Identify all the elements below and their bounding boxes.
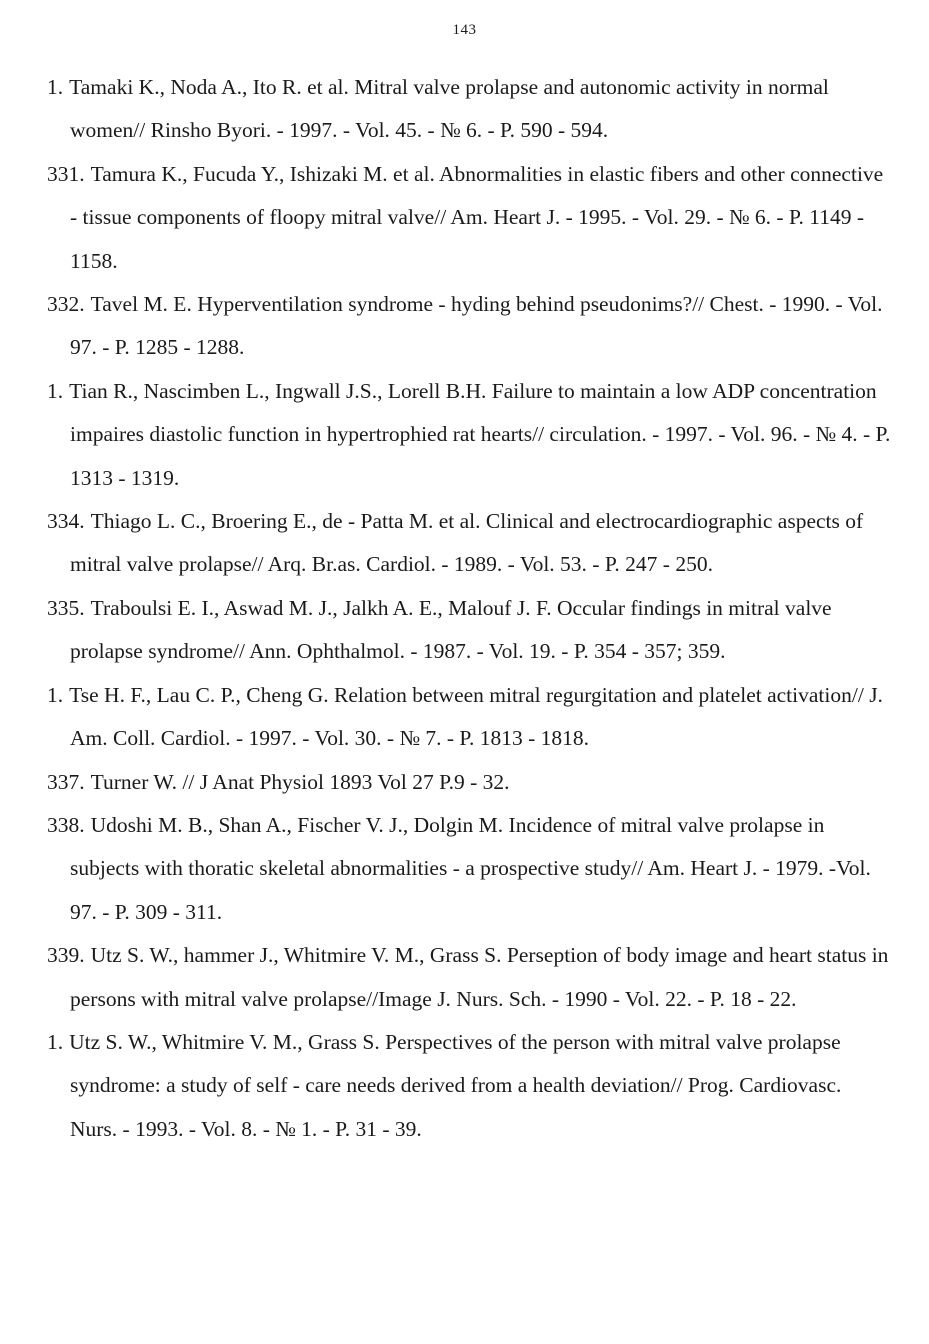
reference-item (47, 66, 892, 153)
reference-number: 1. (47, 1029, 64, 1054)
reference-text: Tian R., Nascimben L., Ingwall J.S., Lorell B.H. Failure to maintain a low ADP concentration impaires diastolic function in hypertrophied rat hearts// circulation. - 1997. - Vol. 96. - № 4. - P. 1313 - 1319. (69, 378, 891, 490)
reference-list (47, 66, 892, 1151)
reference-number: 339. (47, 943, 85, 968)
reference-text: Tavel M. E. Hyperventilation syndrome - hyding behind pseudonims?// Chest. - 1990. - Vol. 97. - P. 1285 - 1288. (70, 292, 883, 360)
reference-item (47, 761, 892, 804)
reference-item (47, 934, 892, 1021)
reference-text: Utz S. W., hammer J., Whitmire V. M., Grass S. Perseption of body image and heart status in persons with mitral valve prolapse//Image J. Nurs. Sch. - 1990 - Vol. 22. - P. 18 - 22. (70, 943, 889, 1011)
reference-number: 1. (47, 682, 64, 707)
reference-text: Tse H. F., Lau C. P., Cheng G. Relation between mitral regurgitation and platelet activation// J. Am. Coll. Cardiol. - 1997. - Vol. 30. - № 7. - P. 1813 - 1818. (69, 682, 883, 751)
reference-item (47, 804, 892, 934)
reference-text: Traboulsi E. I., Aswad M. J., Jalkh A. E., Malouf J. F. Occular findings in mitral valve prolapse syndrome// Ann. Ophthalmol. - 1987. - Vol. 19. - P. 354 - 357; 359. (70, 595, 832, 664)
reference-text: Utz S. W., Whitmire V. M., Grass S. Perspectives of the person with mitral valve prolapse syndrome: a study of self - care needs derived from a health deviation// Prog. Cardiovasc. Nurs. - 1993. - Vol. 8. - № 1. - P. 31 - 39. (69, 1029, 842, 1141)
reference-number: 335. (47, 595, 85, 620)
reference-item (47, 1021, 892, 1151)
reference-item (47, 587, 892, 674)
reference-number: 332. (47, 292, 85, 317)
reference-number: 331. (47, 161, 85, 186)
reference-item (47, 500, 892, 587)
reference-number: 334. (47, 509, 85, 534)
page-number: 143 (452, 22, 477, 38)
reference-text: Turner W. // J Anat Physiol 1893 Vol 27 P.9 - 32. (90, 769, 510, 794)
reference-number: 338. (47, 812, 85, 837)
reference-item (47, 153, 892, 283)
reference-number: 1. (47, 75, 64, 99)
reference-number: 1. (47, 378, 64, 403)
reference-number: 337. (47, 769, 85, 794)
reference-text: Tamaki K., Noda A., Ito R. et al. Mitral valve prolapse and autonomic activity in normal women// Rinsho Byori. - 1997. - Vol. 45. - № 6. - P. 590 - 594. (69, 75, 829, 143)
reference-text: Tamura K., Fucuda Y., Ishizaki M. et al. Abnormalities in elastic fibers and other connective - tissue components of floopy mitral valve// Am. Heart J. - 1995. - Vol. 29. - № 6. - P. 1149 - 1158. (70, 161, 884, 273)
reference-text: Thiago L. C., Broering E., de - Patta M. et al. Clinical and electrocardiographic aspects of mitral valve prolapse// Arq. Br.as. Cardiol. - 1989. - Vol. 53. - P. 247 - 250. (70, 509, 864, 577)
reference-item (47, 674, 892, 761)
reference-item (47, 370, 892, 500)
reference-item (47, 283, 892, 370)
reference-text: Udoshi M. B., Shan A., Fischer V. J., Dolgin M. Incidence of mitral valve prolapse in subjects with thoratic skeletal abnormalities - a prospective study// Am. Heart J. - 1979. -Vol. 97. - P. 309 - 311. (70, 812, 871, 924)
